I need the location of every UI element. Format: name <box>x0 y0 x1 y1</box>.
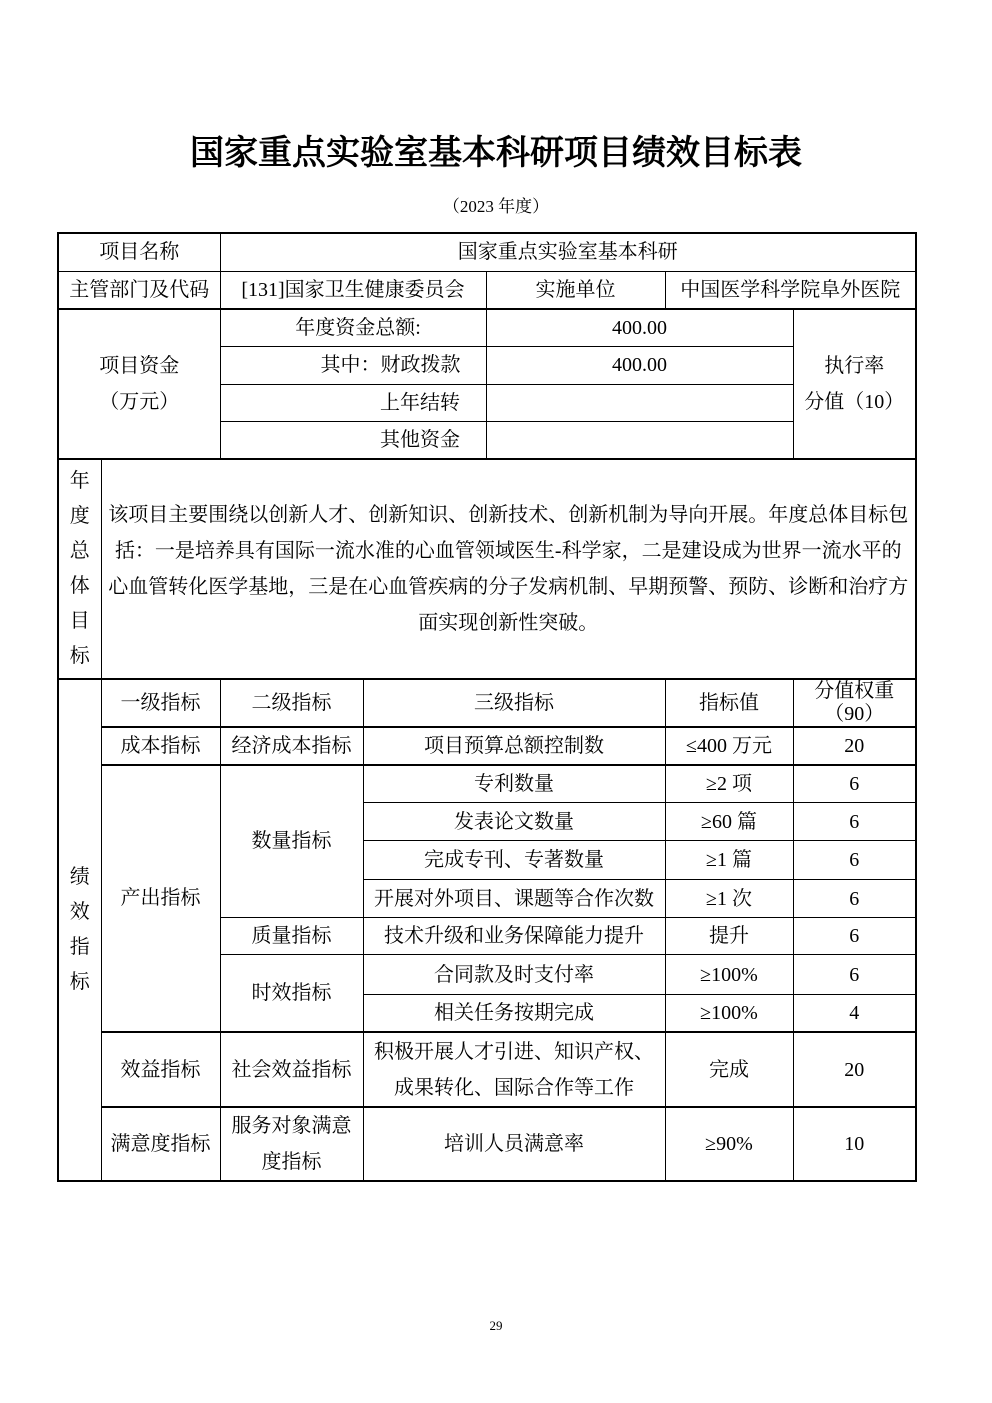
annual-goal-content-cell: 该项目主要围绕以创新人才、创新知识、创新技术、创新机制为导向开展。年度总体目标包括：一是培养具有国际一流水准的心血管领域医生-科学家，二是建设成为世界一流水平的心血管转化医学基地，三是在心血管疾病的分子发病机制、早期预警、预防、诊断和治疗方面实现创新性突破。 <box>101 459 916 679</box>
indicator-l2-cell: 社会效益指标 <box>220 1032 363 1107</box>
indicator-row <box>58 765 916 803</box>
indicator-value-cell: ≥1 篇 <box>665 841 793 880</box>
indicator-l2-cell: 质量指标 <box>220 918 363 955</box>
project-name-value-cell: 国家重点实验室基本科研 <box>220 233 916 271</box>
annual-goal-row <box>58 459 916 679</box>
indicator-l1-cell: 产出指标 <box>101 765 220 1033</box>
indicator-value-cell: 完成 <box>665 1032 793 1107</box>
indicator-value-cell: ≥60 篇 <box>665 803 793 841</box>
impl-unit-value-cell: 中国医学科学院阜外医院 <box>665 271 916 309</box>
indicator-l2-cell: 服务对象满意度指标 <box>220 1107 363 1181</box>
indicator-weight-cell: 20 <box>793 1032 916 1107</box>
page-subtitle: （2023 年度） <box>442 197 550 216</box>
page-title: 国家重点实验室基本科研项目绩效目标表 <box>190 134 802 172</box>
impl-unit-label-cell: 实施单位 <box>486 271 665 309</box>
funding-label-line1: 项目资金 <box>99 354 180 377</box>
funding-annual-total-value-cell: 400.00 <box>486 309 793 347</box>
indicator-value-cell: 提升 <box>665 918 793 955</box>
indicator-value-cell: ≥1 次 <box>665 880 793 918</box>
indicator-l3-cell: 培训人员满意率 <box>363 1107 665 1181</box>
indicator-l3-cell: 完成专刊、专著数量 <box>363 841 665 880</box>
header-value-cell: 指标值 <box>665 679 793 727</box>
header-level2-cell: 二级指标 <box>220 679 363 727</box>
indicator-l3-cell: 开展对外项目、课题等合作次数 <box>363 880 665 918</box>
indicator-row <box>58 1032 916 1107</box>
indicator-row <box>58 727 916 765</box>
indicator-l2-cell: 数量指标 <box>220 765 363 918</box>
indicator-l1-cell: 满意度指标 <box>101 1107 220 1181</box>
indicator-value-cell: ≥100% <box>665 955 793 995</box>
funding-fiscal-label-cell: 其中：财政拨款 <box>220 346 486 384</box>
funding-other-value-cell <box>486 421 793 459</box>
indicator-value-cell: ≤400 万元 <box>665 727 793 765</box>
page-number: 29 <box>489 1318 503 1333</box>
indicator-l3-cell: 项目预算总额控制数 <box>363 727 665 765</box>
execution-rate-cell <box>793 309 916 459</box>
funding-row-annual-total <box>58 309 916 347</box>
indicator-l2-cell: 时效指标 <box>220 955 363 1033</box>
indicator-l3-cell: 积极开展人才引进、知识产权、成果转化、国际合作等工作 <box>363 1032 665 1107</box>
indicator-weight-cell: 6 <box>793 803 916 841</box>
indicator-value-cell: ≥2 项 <box>665 765 793 803</box>
performance-target-table <box>57 232 917 1182</box>
indicator-weight-cell: 4 <box>793 995 916 1033</box>
funding-other-label-cell: 其他资金 <box>220 421 486 459</box>
execution-rate-line1: 执行率 <box>824 354 885 377</box>
header-level1-cell: 一级指标 <box>101 679 220 727</box>
funding-label-line2: （万元） <box>99 390 180 413</box>
indicator-weight-cell: 6 <box>793 955 916 995</box>
indicator-weight-cell: 6 <box>793 765 916 803</box>
annual-goal-label-cell <box>58 459 101 679</box>
department-row <box>58 271 916 309</box>
project-name-row <box>58 233 916 271</box>
indicator-l2-cell: 经济成本指标 <box>220 727 363 765</box>
indicator-l3-cell: 发表论文数量 <box>363 803 665 841</box>
indicator-row <box>58 1107 916 1181</box>
funding-label-cell <box>58 309 220 459</box>
indicator-weight-cell: 20 <box>793 727 916 765</box>
funding-fiscal-value-cell: 400.00 <box>486 346 793 384</box>
project-name-label-cell: 项目名称 <box>58 233 220 271</box>
indicator-value-cell: ≥90% <box>665 1107 793 1181</box>
funding-annual-total-label-cell: 年度资金总额: <box>220 309 486 347</box>
indicators-section-label-text: 绩效指标 <box>69 865 90 993</box>
indicator-weight-cell: 6 <box>793 841 916 880</box>
header-weight-line2: （90） <box>824 702 885 725</box>
indicator-value-cell: ≥100% <box>665 995 793 1033</box>
dept-code-value-cell: [131]国家卫生健康委员会 <box>220 271 486 309</box>
indicator-weight-cell: 6 <box>793 880 916 918</box>
indicators-section-label-cell <box>58 679 101 1182</box>
annual-goal-label-text: 年度总体目标 <box>69 469 90 667</box>
indicator-l1-cell: 成本指标 <box>101 727 220 765</box>
funding-carryover-value-cell <box>486 384 793 421</box>
funding-carryover-label-cell: 上年结转 <box>220 384 486 421</box>
header-level3-cell: 三级指标 <box>363 679 665 727</box>
indicator-l3-cell: 相关任务按期完成 <box>363 995 665 1033</box>
indicator-header-row <box>58 679 916 727</box>
execution-rate-line2: 分值（10） <box>804 390 905 413</box>
indicator-weight-cell: 10 <box>793 1107 916 1181</box>
indicator-weight-cell: 6 <box>793 918 916 955</box>
header-weight-cell <box>793 679 916 727</box>
dept-code-label-cell: 主管部门及代码 <box>58 271 220 309</box>
indicator-l1-cell: 效益指标 <box>101 1032 220 1107</box>
indicator-l3-cell: 合同款及时支付率 <box>363 955 665 995</box>
header-weight-line1: 分值权重 <box>814 679 895 702</box>
indicator-l3-cell: 专利数量 <box>363 765 665 803</box>
indicator-l3-cell: 技术升级和业务保障能力提升 <box>363 918 665 955</box>
